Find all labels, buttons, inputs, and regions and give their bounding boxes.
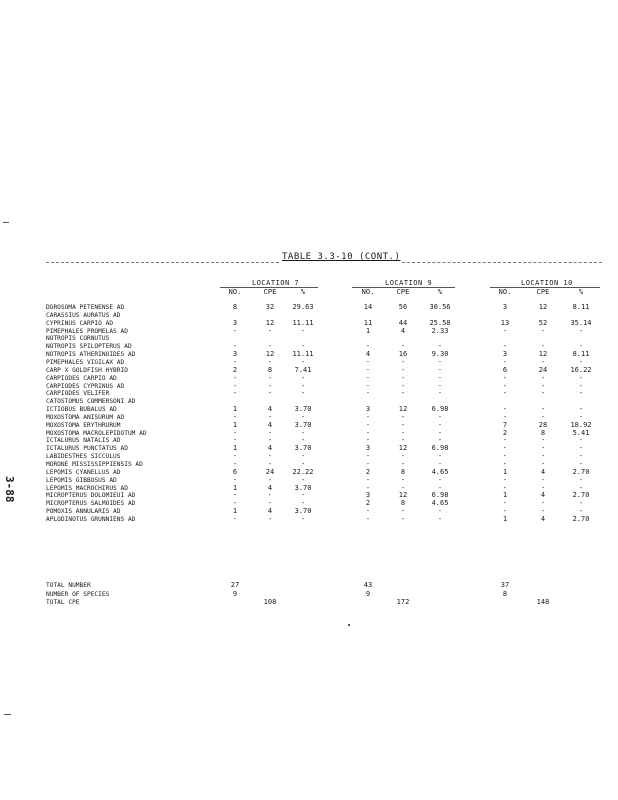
table-cell: -: [437, 514, 443, 523]
table-cell: 3: [365, 405, 371, 414]
table-cell: -: [540, 405, 546, 414]
table-cell: -: [232, 381, 238, 390]
table-cell: 1: [232, 444, 238, 453]
table-cell: -: [300, 373, 306, 382]
table-cell: -: [267, 326, 273, 335]
total-cell: 37: [500, 581, 510, 589]
species-name: LEPOMIS CYANELLUS AD: [46, 468, 121, 476]
table-cell: -: [232, 412, 238, 421]
table-cell: -: [400, 389, 406, 398]
table-cell: -: [232, 460, 238, 468]
table-cell: 8.11: [572, 350, 590, 359]
table-cell: 12: [538, 350, 548, 359]
table-cell: -: [578, 373, 584, 382]
table-cell: -: [400, 357, 406, 366]
species-name: APLODINOTUS GRUNNIENS AD: [46, 515, 136, 523]
table-cell: -: [400, 483, 406, 492]
table-cell: 5.41: [572, 428, 590, 437]
column-header: %: [437, 288, 443, 296]
total-cell: 9: [365, 589, 371, 598]
species-name: LEPOMIS GIBBOSUS AD: [46, 476, 117, 484]
species-name: MICROPTERUS SALMOIDES AD: [46, 500, 136, 508]
table-cell: 8.11: [572, 303, 590, 311]
column-header: %: [578, 288, 584, 296]
table-cell: 8: [400, 467, 406, 476]
table-cell: -: [437, 507, 443, 516]
location-heading: LOCATION 10: [521, 279, 573, 287]
species-name: MOXOSTOMA ERYTHRURUM: [46, 421, 121, 429]
table-cell: 1: [502, 491, 508, 500]
table-cell: -: [437, 475, 443, 484]
total-label: TOTAL CPE: [46, 599, 80, 606]
table-cell: -: [578, 475, 584, 484]
table-cell: -: [365, 428, 371, 437]
table-cell: 32: [265, 303, 275, 311]
table-cell: 2: [365, 499, 371, 508]
table-cell: -: [365, 365, 371, 374]
species-name: MOXOSTOMA ANISURUM AD: [46, 413, 125, 421]
table-cell: -: [540, 475, 546, 484]
table-cell: 2: [365, 467, 371, 476]
table-cell: -: [437, 389, 443, 398]
table-cell: -: [232, 436, 238, 445]
table-cell: -: [300, 491, 306, 500]
header-rule-right: [402, 262, 602, 263]
table-cell: -: [502, 381, 508, 390]
table-cell: -: [540, 342, 546, 351]
table-cell: -: [232, 428, 238, 437]
table-cell: 6: [502, 365, 508, 374]
table-cell: -: [400, 412, 406, 421]
table-cell: 35.14: [570, 318, 592, 327]
table-cell: 1: [232, 483, 238, 492]
species-name: PIMEPHALES VIGILAX AD: [46, 358, 125, 366]
species-name: LEPOMIS MACROCHIRUS AD: [46, 484, 128, 492]
table-cell: -: [365, 381, 371, 390]
location-heading: LOCATION 9: [385, 279, 433, 287]
species-name: CYPRINUS CARPIO AD: [46, 319, 114, 327]
table-cell: -: [540, 452, 546, 461]
species-name: ICTIOBUS BUBALUS AD: [46, 406, 117, 414]
table-cell: -: [232, 342, 238, 351]
table-cell: -: [540, 483, 546, 492]
table-cell: 29.63: [292, 303, 314, 311]
table-cell: -: [540, 357, 546, 366]
table-cell: -: [578, 452, 584, 461]
table-cell: -: [400, 507, 406, 516]
table-cell: -: [540, 373, 546, 382]
total-cell: 9: [232, 589, 238, 598]
species-name: ICTALURUS NATALIS AD: [46, 437, 121, 445]
table-cell: -: [300, 475, 306, 484]
species-name: DOROSOMA PETENENSE AD: [46, 304, 125, 311]
table-cell: -: [578, 381, 584, 390]
table-cell: 2.33: [431, 326, 449, 335]
species-name: NOTROPIS ATHERINOIDES AD: [46, 351, 136, 359]
table-cell: 18.92: [570, 420, 592, 429]
scan-mark: [348, 624, 350, 626]
column-header: %: [300, 288, 306, 296]
table-cell: -: [267, 428, 273, 437]
table-cell: 14: [363, 303, 373, 311]
table-cell: -: [300, 452, 306, 461]
table-cell: -: [232, 373, 238, 382]
table-cell: 9.30: [431, 350, 449, 359]
table-cell: 6.98: [431, 491, 449, 500]
table-cell: 4: [540, 491, 546, 500]
table-cell: 7: [502, 420, 508, 429]
table-cell: 1: [232, 420, 238, 429]
table-cell: -: [400, 514, 406, 523]
table-cell: 3.70: [294, 507, 312, 516]
table-cell: -: [578, 389, 584, 398]
table-cell: -: [365, 514, 371, 523]
table-cell: -: [578, 444, 584, 453]
table-cell: 6: [232, 467, 238, 476]
table-cell: 4.65: [431, 499, 449, 508]
table-cell: -: [502, 326, 508, 335]
table-cell: 16: [398, 350, 408, 359]
table-cell: -: [267, 452, 273, 461]
species-name: CARPIODES CYPRINUS AD: [46, 382, 125, 390]
table-cell: 4: [267, 507, 273, 516]
table-cell: 1: [502, 514, 508, 523]
table-cell: -: [267, 381, 273, 390]
table-cell: -: [365, 373, 371, 382]
table-cell: 2.70: [572, 514, 590, 523]
scan-mark: [4, 714, 11, 715]
table-cell: -: [578, 460, 584, 468]
table-cell: 3.70: [294, 405, 312, 414]
species-name: MOXOSTOMA MACROLEPIDOTUM AD: [46, 429, 147, 437]
table-title: TABLE 3.3-10 (CONT.): [282, 252, 401, 262]
table-cell: 13: [500, 318, 510, 327]
table-cell: 11: [363, 318, 373, 327]
table-cell: -: [300, 499, 306, 508]
table-cell: -: [502, 412, 508, 421]
table-cell: -: [502, 444, 508, 453]
table-cell: 24: [538, 365, 548, 374]
table-cell: -: [502, 342, 508, 351]
table-cell: 4: [267, 444, 273, 453]
table-cell: 3: [502, 303, 508, 311]
column-header: CPE: [536, 288, 550, 296]
table-cell: -: [300, 326, 306, 335]
table-cell: -: [267, 357, 273, 366]
table-cell: -: [502, 373, 508, 382]
table-cell: -: [400, 436, 406, 445]
table-cell: -: [300, 357, 306, 366]
column-header: CPE: [263, 288, 277, 296]
species-name: MICROPTERUS DOLOMIEUI AD: [46, 492, 136, 500]
column-header: NO.: [498, 288, 512, 296]
table-cell: 8: [400, 499, 406, 508]
species-name: POMOXIS ANNULARIS AD: [46, 508, 121, 516]
table-cell: 2.70: [572, 467, 590, 476]
table-cell: -: [400, 342, 406, 351]
table-cell: -: [502, 460, 508, 468]
table-cell: 4: [400, 326, 406, 335]
species-name: NOTROPIS CORNUTUS: [46, 335, 110, 343]
table-cell: -: [540, 444, 546, 453]
table-cell: -: [365, 389, 371, 398]
total-cell: 108: [263, 598, 277, 606]
table-cell: 6.98: [431, 444, 449, 453]
species-name: CATOSTOMUS COMMERSONI AD: [46, 398, 136, 406]
table-cell: -: [502, 436, 508, 445]
table-cell: -: [365, 452, 371, 461]
table-cell: -: [540, 326, 546, 335]
table-cell: -: [300, 342, 306, 351]
table-cell: -: [267, 389, 273, 398]
table-cell: 3: [365, 491, 371, 500]
table-cell: -: [437, 436, 443, 445]
total-cell: 8: [502, 589, 508, 598]
table-cell: 4.65: [431, 467, 449, 476]
table-cell: -: [400, 381, 406, 390]
table-cell: -: [540, 412, 546, 421]
table-cell: 30.56: [429, 303, 451, 311]
table-cell: 12: [265, 350, 275, 359]
table-cell: -: [267, 499, 273, 508]
table-cell: -: [232, 357, 238, 366]
page-number: 3-88: [3, 476, 16, 503]
table-cell: -: [365, 357, 371, 366]
species-name: CARASSIUS AURATUS AD: [46, 311, 121, 319]
table-cell: -: [232, 491, 238, 500]
table-cell: 1: [365, 326, 371, 335]
table-cell: 24: [265, 467, 275, 476]
species-name: PIMEPHALES PROMELAS AD: [46, 327, 128, 335]
table-cell: -: [400, 365, 406, 374]
table-cell: -: [232, 499, 238, 508]
table-cell: -: [578, 357, 584, 366]
table-cell: 1: [502, 467, 508, 476]
table-cell: 3: [502, 350, 508, 359]
table-cell: -: [578, 507, 584, 516]
species-name: MORONE MISSISSIPPIENSIS AD: [46, 461, 143, 468]
column-header: NO.: [361, 288, 375, 296]
location-heading: LOCATION 7: [252, 279, 300, 287]
table-cell: -: [578, 412, 584, 421]
table-cell: -: [232, 389, 238, 398]
table-cell: -: [502, 405, 508, 414]
total-label: TOTAL NUMBER: [46, 582, 91, 589]
table-cell: 2.70: [572, 491, 590, 500]
table-cell: -: [578, 499, 584, 508]
table-cell: -: [365, 436, 371, 445]
table-cell: 3: [232, 350, 238, 359]
table-cell: -: [267, 475, 273, 484]
table-cell: -: [365, 475, 371, 484]
column-header: CPE: [396, 288, 410, 296]
table-cell: -: [437, 373, 443, 382]
table-cell: -: [437, 483, 443, 492]
table-cell: -: [437, 460, 443, 468]
table-cell: 22.22: [292, 467, 314, 476]
table-cell: 1: [232, 405, 238, 414]
table-cell: -: [437, 452, 443, 461]
table-cell: 4: [267, 420, 273, 429]
table-cell: -: [437, 357, 443, 366]
table-cell: -: [400, 460, 406, 468]
table-cell: -: [232, 326, 238, 335]
total-label: NUMBER OF SPECIES: [46, 590, 110, 598]
table-cell: -: [267, 514, 273, 523]
table-cell: -: [300, 381, 306, 390]
table-cell: -: [267, 412, 273, 421]
table-cell: 28: [538, 420, 548, 429]
total-cell: 148: [536, 598, 550, 606]
table-cell: -: [502, 389, 508, 398]
species-name: CARP X GOLDFISH HYBRID: [46, 366, 128, 374]
table-cell: -: [300, 412, 306, 421]
table-cell: 11.11: [292, 350, 314, 359]
table-cell: 7.41: [294, 365, 312, 374]
table-cell: 3: [365, 444, 371, 453]
table-cell: -: [502, 475, 508, 484]
table-cell: 6.98: [431, 405, 449, 414]
table-cell: 4: [267, 483, 273, 492]
table-cell: -: [540, 507, 546, 516]
table-cell: 4: [267, 405, 273, 414]
table-cell: 25.58: [429, 318, 451, 327]
table-cell: -: [437, 412, 443, 421]
table-cell: 3.70: [294, 420, 312, 429]
table-cell: 1: [232, 507, 238, 516]
table-cell: -: [502, 483, 508, 492]
table-cell: -: [540, 381, 546, 390]
species-name: LABIDESTHES SICCULUS: [46, 453, 121, 461]
table-cell: 11.11: [292, 318, 314, 327]
table-cell: -: [578, 483, 584, 492]
table-cell: -: [578, 405, 584, 414]
table-cell: 2: [232, 365, 238, 374]
table-cell: -: [400, 475, 406, 484]
table-cell: -: [437, 365, 443, 374]
table-cell: 4: [365, 350, 371, 359]
table-cell: -: [540, 436, 546, 445]
table-cell: -: [365, 460, 371, 468]
table-cell: 12: [398, 405, 408, 414]
table-cell: -: [437, 428, 443, 437]
table-cell: -: [437, 381, 443, 390]
table-cell: -: [300, 436, 306, 445]
column-header: NO.: [228, 288, 242, 296]
table-cell: -: [540, 499, 546, 508]
table-cell: -: [365, 483, 371, 492]
species-name: CARPIODES VELIFER: [46, 390, 110, 398]
table-cell: -: [502, 452, 508, 461]
table-cell: -: [365, 420, 371, 429]
table-cell: 4: [540, 467, 546, 476]
table-cell: -: [300, 514, 306, 523]
table-cell: -: [400, 373, 406, 382]
table-cell: -: [578, 326, 584, 335]
table-cell: -: [365, 412, 371, 421]
table-cell: 12: [398, 444, 408, 453]
table-cell: -: [502, 507, 508, 516]
table-cell: -: [365, 342, 371, 351]
table-cell: 12: [265, 318, 275, 327]
table-cell: 8: [267, 365, 273, 374]
total-cell: 172: [396, 598, 410, 606]
table-cell: -: [578, 342, 584, 351]
species-name: ICTALURUS PUNCTATUS AD: [46, 445, 128, 453]
table-cell: -: [578, 436, 584, 445]
table-cell: 8: [232, 303, 238, 311]
table-cell: -: [232, 452, 238, 461]
table-cell: -: [267, 373, 273, 382]
table-cell: 56: [398, 303, 408, 311]
table-cell: 16.22: [570, 365, 592, 374]
table-cell: 12: [538, 303, 548, 311]
table-cell: 4: [540, 514, 546, 523]
scan-mark: [3, 222, 9, 223]
species-name: NOTROPIS SPILOPTERUS AD: [46, 343, 132, 351]
table-cell: -: [502, 499, 508, 508]
table-cell: -: [267, 342, 273, 351]
table-cell: 12: [398, 491, 408, 500]
table-cell: -: [232, 475, 238, 484]
table-cell: -: [267, 460, 273, 468]
header-rule-left: [46, 262, 279, 263]
table-cell: -: [437, 342, 443, 351]
table-cell: -: [267, 491, 273, 500]
table-cell: -: [540, 389, 546, 398]
species-name: CARPIODES CARPIO AD: [46, 374, 117, 382]
total-cell: 27: [230, 581, 240, 589]
table-cell: -: [437, 420, 443, 429]
table-cell: 44: [398, 318, 408, 327]
table-cell: -: [400, 420, 406, 429]
table-cell: -: [400, 452, 406, 461]
table-cell: -: [400, 428, 406, 437]
table-cell: 2: [502, 428, 508, 437]
table-cell: -: [300, 460, 306, 468]
table-cell: 3: [232, 318, 238, 327]
table-cell: 8: [540, 428, 546, 437]
table-cell: -: [267, 436, 273, 445]
table-cell: -: [365, 507, 371, 516]
table-cell: -: [300, 428, 306, 437]
table-cell: 3.70: [294, 444, 312, 453]
table-cell: -: [502, 357, 508, 366]
total-cell: 43: [363, 581, 373, 589]
table-cell: -: [300, 389, 306, 398]
table-cell: -: [540, 460, 546, 468]
table-cell: -: [232, 514, 238, 523]
table-cell: 3.70: [294, 483, 312, 492]
table-cell: 52: [538, 318, 548, 327]
